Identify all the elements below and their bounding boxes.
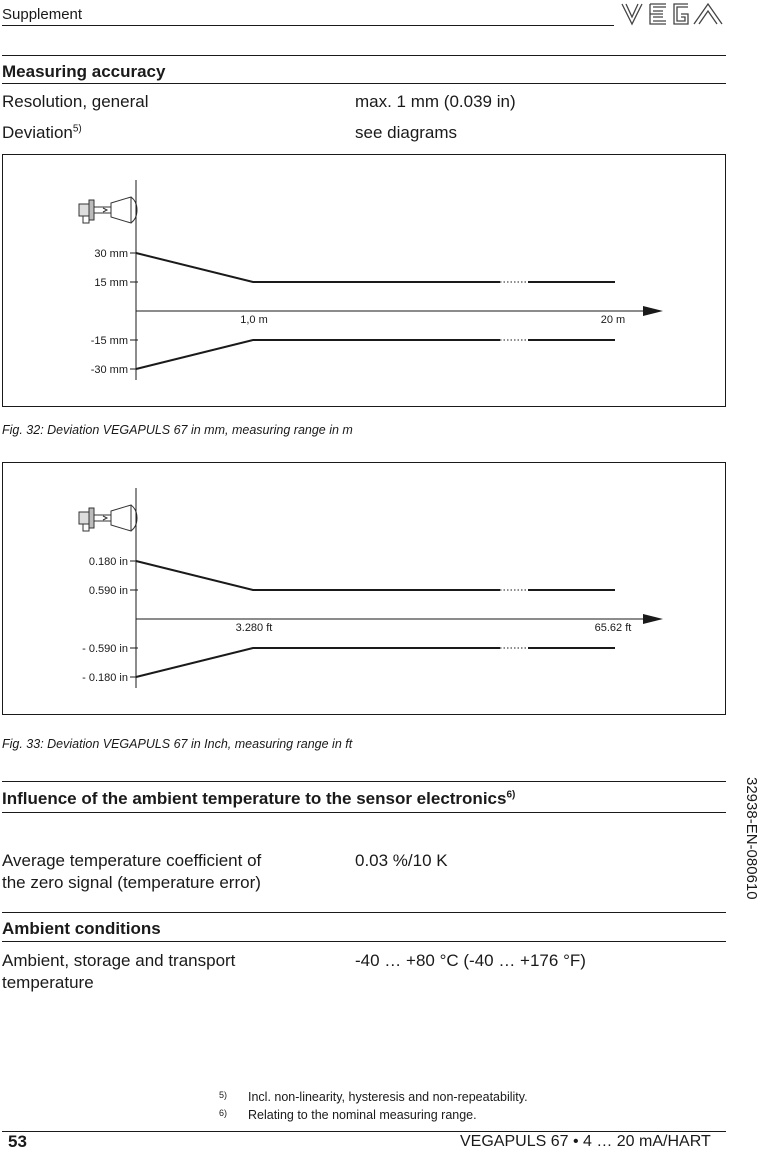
footer-product: VEGAPULS 67 • 4 … 20 mA/HART [460, 1133, 711, 1150]
series-upper-tolerance [136, 253, 615, 282]
footnote-ref-6: 6) [506, 789, 516, 801]
y-tick-label: 15 mm [94, 277, 128, 289]
footnote-ref-5: 5) [72, 123, 82, 135]
figure-33-box [2, 462, 726, 715]
document-code [742, 775, 762, 1015]
y-tick-label: 0.180 in [88, 556, 128, 568]
x-tick-label: 1,0 m [240, 314, 268, 326]
x-axis-arrow [643, 614, 663, 624]
section-title-ambient-conditions: Ambient conditions [2, 919, 161, 938]
y-tick-label: - 0.590 in [82, 643, 128, 655]
y-tick-label: - 0.180 in [82, 672, 128, 684]
radar-sensor-icon [79, 197, 137, 223]
footer-rule [2, 1131, 726, 1132]
resolution-value: max. 1 mm (0.039 in) [355, 92, 516, 111]
figure-33-caption: Fig. 33: Deviation VEGAPULS 67 in Inch, measuring range in ft [2, 737, 353, 751]
deviation-value: see diagrams [355, 123, 458, 142]
y-tick-label: -15 mm [90, 335, 128, 347]
y-tick-label: -30 mm [90, 364, 128, 376]
section-rule-top [2, 55, 726, 56]
x-tick-label: 20 m [600, 314, 626, 326]
x-tick-label: 65.62 ft [594, 622, 632, 634]
temp-coefficient-value: 0.03 %/10 K [355, 851, 448, 870]
series-lower-tolerance [136, 648, 615, 677]
ambient-temp-value: -40 … +80 °C (-40 … +176 °F) [355, 951, 586, 970]
footnote-text: Incl. non-linearity, hysteresis and non-repeatability. [248, 1090, 528, 1104]
section-rule-bottom [2, 812, 726, 813]
svg-text:32938-EN-080610: 32938-EN-080610 [743, 777, 760, 900]
deviation-chart-mm [3, 155, 725, 406]
series-lower-tolerance [136, 340, 615, 369]
x-tick-label: 3.280 ft [235, 622, 273, 634]
footnote-number: 5) [219, 1090, 228, 1100]
ambient-temp-label: Ambient, storage and transport temperature [2, 951, 236, 992]
y-tick-label: 0.590 in [88, 585, 128, 597]
section-rule-top [2, 912, 726, 913]
resolution-label: Resolution, general [2, 92, 149, 111]
logo-text: VEGA [668, 20, 671, 21]
footnote-number: 6) [219, 1108, 228, 1118]
page-section-label: Supplement [2, 6, 83, 23]
section-rule-bottom [2, 83, 726, 84]
section-title-measuring-accuracy: Measuring accuracy [2, 62, 166, 81]
footnote-text: Relating to the nominal measuring range. [248, 1108, 477, 1122]
header-rule [2, 25, 614, 26]
figure-32-box [2, 154, 726, 407]
section-rule-top [2, 781, 726, 782]
deviation-label: Deviation$^{5)}$ [2, 123, 82, 142]
section-title-temperature-influence: Influence of the ambient temperature to the sensor electronics$^{6)}$ [2, 789, 516, 808]
x-axis-arrow [643, 306, 663, 316]
y-tick-label: 30 mm [94, 248, 128, 260]
deviation-chart-inch [3, 463, 725, 714]
section-rule-bottom [2, 941, 726, 942]
radar-sensor-icon [79, 505, 137, 531]
vega-logo [618, 0, 730, 28]
temp-coefficient-label: Average temperature coefficient of the zero signal (temperature error) [2, 851, 262, 892]
page-number: 53 [8, 1132, 27, 1151]
figure-32-caption: Fig. 32: Deviation VEGAPULS 67 in mm, measuring range in m [2, 423, 353, 437]
series-upper-tolerance [136, 561, 615, 590]
